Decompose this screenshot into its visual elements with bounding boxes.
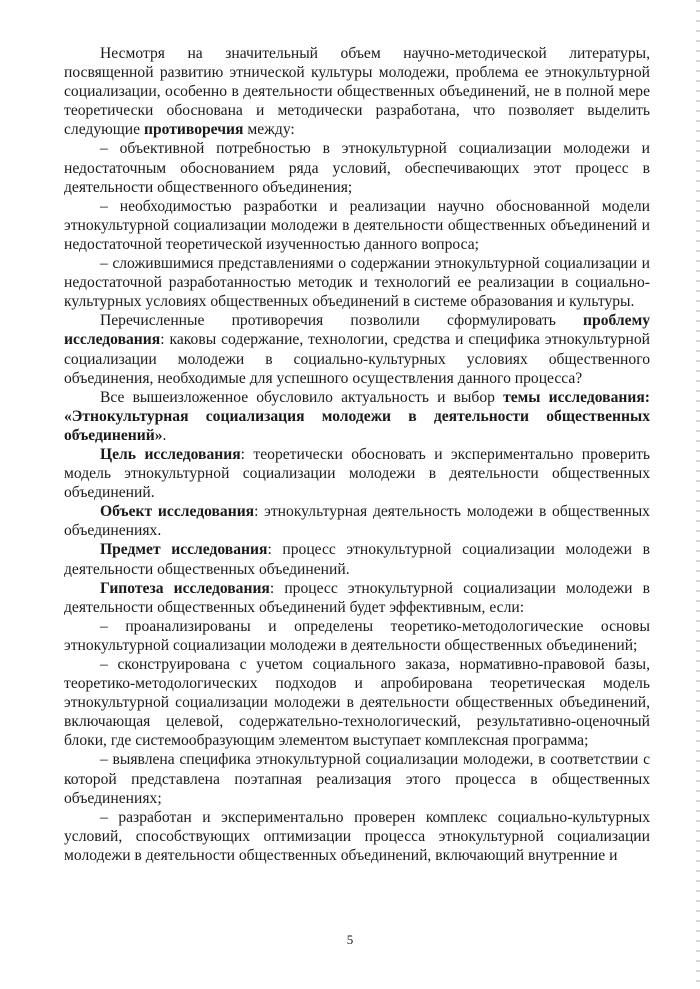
scan-edge-marks [696,0,700,989]
hypothesis-text: : процесс этнокультурной социализации молодежи в деятельности общественных объединений будет эффективным, если: [64,579,650,616]
problem-intro: Перечисленные противоречия позволили сформулировать [100,312,584,330]
subject-text: : процесс этнокультурной социализации молодежи в деятельности общественных объединений. [64,541,650,578]
hypothesis-item-2: – сконструирована с учетом социального заказа, нормативно-правовой базы, теоретико-методологических подходов и апробирована теоретическая модель этнокультурной социализации молодежи в деятельности общественных объединений, включающая целевой, содержательно-технологический, результативно-оценочный блоки, где системообразующим элементом выступает комплексная программа; [64,656,650,750]
contradiction-item-1: – объективной потребностью в этнокультурной социализации молодежи и недостаточным обоснованием ряда условий, обеспечивающих этот процесс в деятельности общественного объединения; [64,140,650,196]
problem-paragraph [64,311,650,387]
goal-term: Цель исследования [100,445,241,463]
object-term: Объект исследования [100,503,255,521]
topic-end: . [162,426,167,444]
intro-text: Несмотря на значительный объем научно-методической литературы, посвященной развитию этнической культуры молодежи, проблема ее этнокультурной социализации, особенно в деятельности общественных объединений, не в полной мере теоретически обоснована и методически разработана, что позволяет выделить следующие [64,45,650,139]
object-text: : этнокультурная деятельность молодежи в общественных объединениях. [64,503,650,540]
hypothesis-item-4: – разработан и экспериментально проверен комплекс социально-культурных условий, способствующих оптимизации процесса этнокультурной социализации молодежи в деятельности общественных объединений, включающий внутренние и [64,808,650,864]
goal-text: : теоретически обосновать и экспериментально проверить модель этнокультурной социализации молодежи в деятельности общественных объединений. [64,445,650,502]
contradiction-item-2: – необходимостью разработки и реализации научно обоснованной модели этнокультурной социализации молодежи в деятельности общественных объединений и недостаточной теоретической изученностью данного вопроса; [64,197,650,253]
intro-paragraph [64,44,650,139]
page-body [64,44,650,865]
hypothesis-item-1: – проанализированы и определены теоретико-методологические основы этнокультурной социализации молодежи в деятельности общественных объединений; [64,617,650,654]
topic-paragraph [64,388,650,445]
page-number: 5 [346,932,354,947]
topic-term: темы исследования: «Этнокультурная социализация молодежи в деятельности общественных объединений» [64,388,650,444]
object-paragraph [64,502,650,540]
subject-term: Предмет исследования [100,541,268,559]
hypothesis-paragraph [64,579,650,617]
intro-text-end: между: [243,121,295,139]
goal-paragraph [64,445,650,502]
topic-intro: Все вышеизложенное обусловило актуальность и выбор [100,388,504,406]
subject-paragraph [64,540,650,578]
hypothesis-item-3: – выявлена специфика этнокультурной социализации молодежи, в соответствии с которой представлена поэтапная реализация этого процесса в общественных объединениях; [64,751,650,807]
contradictions-term: противоречия [143,121,244,139]
problem-text: : каковы содержание, технологии, средства и специфика этнокультурной социализации молодежи в социально-культурных условиях общественного объединения, необходимые для успешного осуществления данного процесса? [64,331,650,387]
hypothesis-term: Гипотеза исследования [100,579,270,597]
problem-term: проблему исследования [64,312,650,349]
contradiction-item-3: – сложившимися представлениями о содержании этнокультурной социализации и недостаточной разработанностью методик и технологий ее реализации в социально-культурных условиях общественных объединений в системе образования и культуры. [64,255,650,311]
